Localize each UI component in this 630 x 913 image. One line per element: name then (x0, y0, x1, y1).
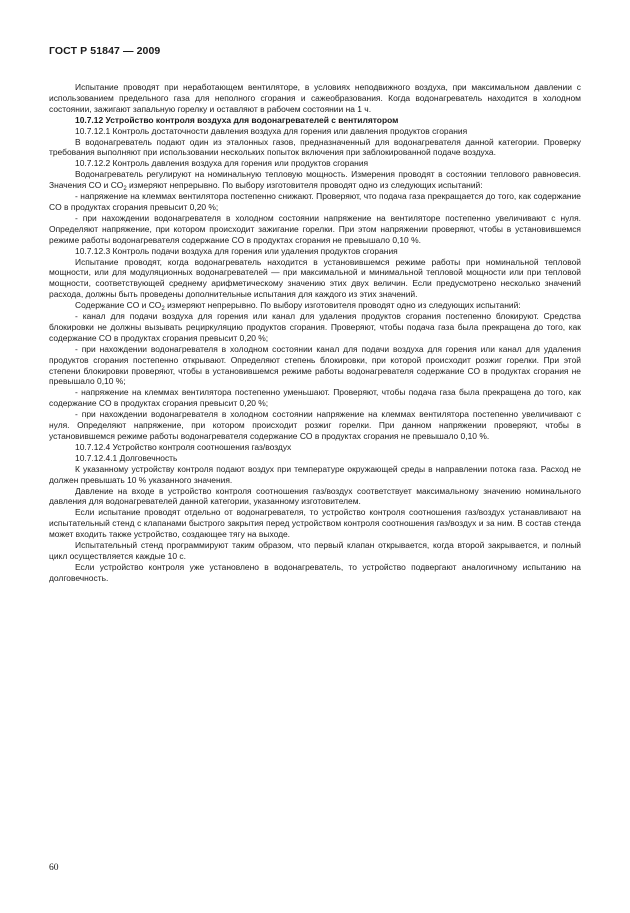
paragraph-text: Водонагреватель регулируют на номинальную тепловую мощность. Измерения проводят в состоянии теплового равновесия. Значения CO и CO (49, 169, 581, 191)
paragraph: Давление на входе в устройство контроля соотношения газ/воздух соответствует максимальному значению номинального давления для водонагревателей данной категории, указанному изготовителем. (49, 485, 581, 507)
paragraph: - при нахождении водонагревателя в холодном состоянии канал для подачи воздуха для горения или канал для удаления продуктов сгорания постепенно открывают. Определяют степень блокировки, при которой происходит розжиг горелки. При этой степени блокировки проверяют, чтобы в установившемся режиме работы водонагревателя содержание CO в продуктах сгорания не превышало 0,10 %; (49, 343, 581, 387)
paragraph: Если устройство контроля уже установлено в водонагреватель, то устройство подвергают аналогичному испытанию на долговечность. (49, 561, 581, 583)
paragraph-text: измеряют непрерывно. По выбору изготовителя проводят одно из следующих испытаний: (164, 300, 521, 311)
paragraph: 10.7.12.1 Контроль достаточности давления воздуха для горения или давления продуктов сгорания (75, 125, 468, 136)
paragraph: 10.7.12.4 Устройство контроля соотношения газ/воздух (75, 441, 292, 452)
paragraph: 10.7.12.4.1 Долговечность (75, 452, 178, 463)
paragraph: К указанному устройству контроля подают воздух при температуре окружающей среды в направлении потока газа. Расход не должен превышать 10 % указанного значения. (49, 463, 581, 485)
paragraph: 10.7.12.2 Контроль давления воздуха для горения или продуктов сгорания (75, 158, 369, 169)
subscript: 2 (123, 186, 127, 193)
paragraph: В водонагреватель подают один из эталонных газов, предназначенный для водонагревателя данной категории. Проверку требования выполняют при использовании нескольких попыток включения при заблокированной подаче воздуха. (49, 136, 581, 158)
paragraph: Испытательный стенд программируют таким образом, что первый клапан открывается, когда второй закрывается, и полный цикл осуществляется каждые 10 с. (49, 540, 581, 561)
paragraph: Если испытание проводят отдельно от водонагревателя, то устройство контроля соотношения газ/воздух устанавливают на испытательный стенд с клапанами быстрого закрытия перед устройством контроля соотношения газ/воздух и за ним. В состав стенда может входить также устройство, создающее тягу на выходе. (49, 507, 581, 540)
body-text (49, 82, 581, 584)
page-number: 60 (49, 863, 59, 873)
paragraph: Испытание проводят, когда водонагреватель находится в установившемся режиме работы при номинальной тепловой мощности, или для модуляционных водонагревателей — при максимальной и минимальной тепловой мощности или при тепловой мощности, соответствующей среднему арифметическому значению этих двух величин. Если предусмотрено несколько значений расхода, должны быть проведены дополнительные испытания для каждого из этих значений. (49, 256, 581, 300)
paragraph: Испытание проводят при неработающем вентиляторе, в условиях неподвижного воздуха, при максимальном давлении с использованием предельного газа для неполного сгорания и сажеобразования. Когда водонагреватель находится в холодном состоянии, зажигают запальную горелку и оставляют в рабочем состоянии на 1 ч. (49, 82, 581, 114)
paragraph: - напряжение на клеммах вентилятора постепенно снижают. Проверяют, что подача газа прекращается до того, как содержание CO в продуктах сгорания превысит 0,20 %; (49, 191, 581, 212)
paragraph-text: измеряют непрерывно. По выбору изготовителя проводят одно из следующих испытаний: (126, 180, 483, 191)
document-header: ГОСТ Р 51847 — 2009 (49, 45, 161, 57)
paragraph (49, 300, 581, 311)
paragraph: - при нахождении водонагревателя в холодном состоянии напряжение на вентиляторе постепенно увеличивают с нуля. Определяют напряжение, при котором происходит зажигание горелки. При этом напряжении проверяют, чтобы в установившемся режиме работы водонагревателя содержание CO в продуктах сгорания не превышало 0,10 %. (49, 212, 581, 245)
paragraph-text: Содержание CO и CO (75, 300, 162, 311)
paragraph: - при нахождении водонагревателя в холодном состоянии напряжение на клеммах вентилятора постепенно увеличивают с нуля. Определяют напряжение, при котором происходит розжиг горелки. При данном напряжении проверяют, чтобы в установившемся режиме работы водонагревателя содержание CO в продуктах сгорания не превышало 0,10 %. (49, 409, 581, 441)
subscript: 2 (161, 306, 165, 313)
paragraph: - напряжение на клеммах вентилятора постепенно уменьшают. Проверяют, чтобы подача газа была прекращена до того, как содержание CO в продуктах сгорания превысит 0,20 %; (49, 387, 581, 409)
paragraph: 10.7.12.3 Контроль подачи воздуха для горения или удаления продуктов сгорания (75, 245, 398, 256)
paragraph: - канал для подачи воздуха для горения или канал для удаления продуктов сгорания постепенно блокируют. Средства блокировки не должны вызывать рециркуляцию продуктов сгорания. Проверяют, чтобы подача газа была прекращена до того, как содержание CO в продуктах сгорания превысит 0,20 %; (49, 311, 581, 343)
section-heading: 10.7.12 Устройство контроля воздуха для водонагревателей с вентилятором (75, 114, 399, 125)
paragraph (49, 169, 581, 191)
